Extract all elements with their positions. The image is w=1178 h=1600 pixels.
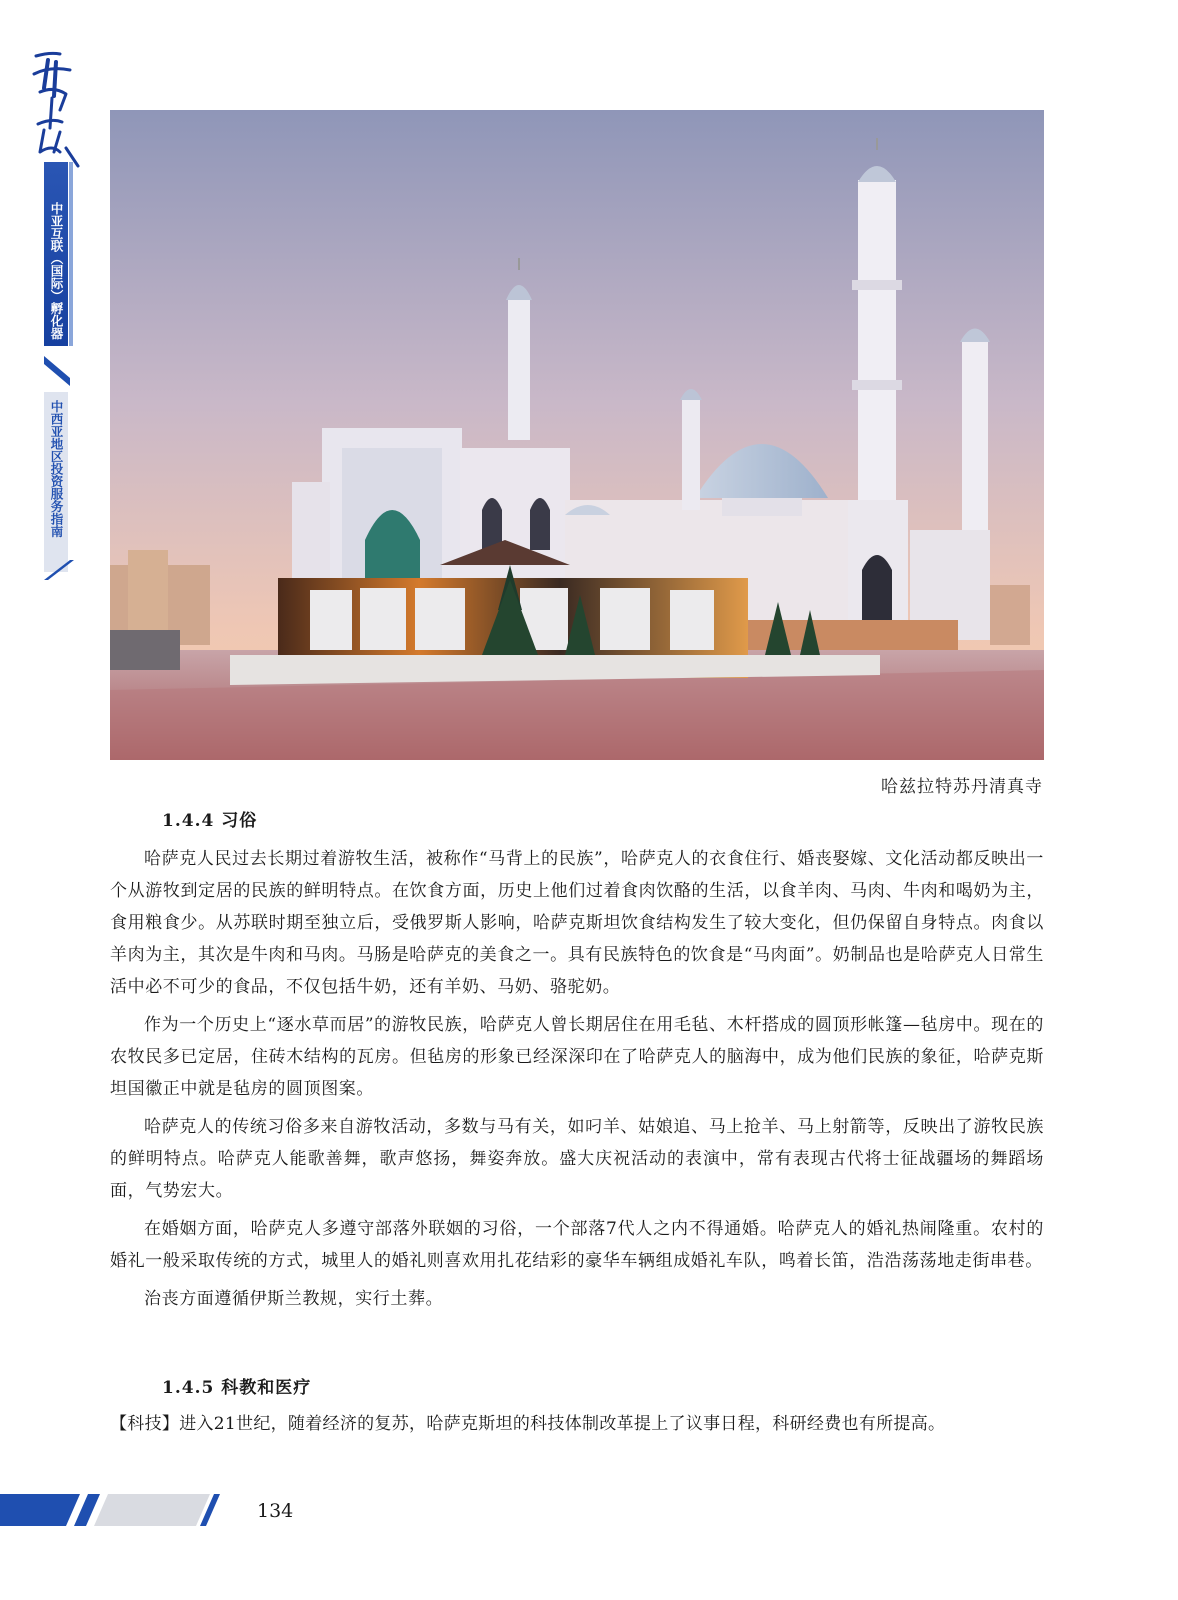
sidebar-band-top bbox=[44, 162, 68, 346]
sidebar-divider bbox=[40, 352, 74, 388]
paragraph: 哈萨克人的传统习俗多来自游牧活动，多数与马有关，如叼羊、姑娘追、马上抢羊、马上射箭等，反映出了游牧民族的鲜明特点。哈萨克人能歌善舞，歌声悠扬，舞姿奔放。盛大庆祝活动的表演中，常有表现古代将士征战疆场的舞蹈场面，气势宏大。 bbox=[110, 1117, 1044, 1201]
paragraph: 治丧方面遵循伊斯兰教规，实行土葬。 bbox=[144, 1289, 444, 1309]
paragraph: 哈萨克人民过去长期过着游牧生活，被称作“马背上的民族”，哈萨克人的衣食住行、婚丧娶嫁、文化活动都反映出一个从游牧到定居的民族的鲜明特点。在饮食方面，历史上他们过着食肉饮酪的生活，以食羊肉、马肉、牛肉和喝奶为主，食用粮食少。从苏联时期至独立后，受俄罗斯人影响，哈萨克斯坦饮食结构发生了较大变化，但仍保留自身特点。肉食以羊肉为主，其次是牛肉和马肉。马肠是哈萨克的美食之一。具有民族特色的饮食是“马肉面”。奶制品也是哈萨克人日常生活中必不可少的食品，不仅包括牛奶，还有羊奶、马奶、骆驼奶。 bbox=[110, 849, 1044, 997]
paragraph-science: 【科技】进入21世纪，随着经济的复苏，哈萨克斯坦的科技体制改革提上了议事日程，科研经费也有所提高。 bbox=[110, 1414, 946, 1434]
section-body-customs bbox=[110, 843, 1044, 1321]
sidebar-band-bottom bbox=[44, 392, 68, 572]
mosque-photo bbox=[110, 110, 1044, 760]
series-logo bbox=[30, 48, 82, 168]
photo-caption: 哈兹拉特苏丹清真寺 bbox=[881, 777, 1043, 797]
section-heading-science-education: 1.4.5 科教和医疗 bbox=[162, 1378, 312, 1398]
section-heading-customs: 1.4.4 习俗 bbox=[162, 811, 258, 831]
sidebar-band-top-text: 中亚互联（国际）孵化器 bbox=[49, 202, 64, 340]
footer-stripes bbox=[0, 1490, 230, 1530]
sidebar-band-bottom-text: 中西亚地区投资服务指南 bbox=[49, 400, 64, 538]
paragraph: 在婚姻方面，哈萨克人多遵守部落外联姻的习俗，一个部落7代人之内不得通婚。哈萨克人的婚礼热闹隆重。农村的婚礼一般采取传统的方式，城里人的婚礼则喜欢用扎花结彩的豪华车辆组成婚礼车队，鸣着长笛，浩浩荡荡地走街串巷。 bbox=[110, 1219, 1044, 1271]
sidebar-bottom-tick bbox=[40, 558, 76, 582]
sidebar-band-stripe bbox=[69, 162, 73, 346]
page-number: 134 bbox=[257, 1500, 294, 1522]
paragraph: 作为一个历史上“逐水草而居”的游牧民族，哈萨克人曾长期居住在用毛毡、木杆搭成的圆顶形帐篷—毡房中。现在的农牧民多已定居，住砖木结构的瓦房。但毡房的形象已经深深印在了哈萨克人的脑海中，成为他们民族的象征，哈萨克斯坦国徽正中就是毡房的圆顶图案。 bbox=[110, 1015, 1044, 1099]
